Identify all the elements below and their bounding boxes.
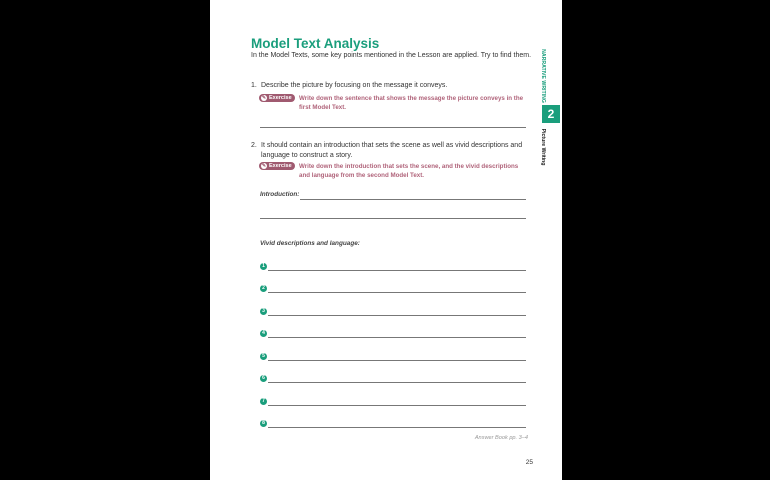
- number-badge: 5: [260, 353, 267, 360]
- section-title: Model Text Analysis: [251, 36, 380, 51]
- exercise-badge: ✎ Exercise: [259, 162, 295, 170]
- workbook-page: [210, 0, 562, 480]
- question-text: Describe the picture by focusing on the message it conveys.: [261, 82, 448, 89]
- page-number: 25: [525, 459, 533, 466]
- number-badge: 2: [260, 285, 267, 292]
- number-badge: 4: [260, 330, 267, 337]
- exercise-text: Write down the introduction that sets the scene, and the vivid descriptions and language from the second Model Text.: [299, 163, 519, 179]
- number-badge: 1: [260, 263, 267, 270]
- number-badge: 3: [260, 308, 267, 315]
- answer-line[interactable]: [260, 127, 526, 128]
- numbered-line[interactable]: [260, 307, 526, 316]
- question-text: It should contain an introduction that sets the scene as well as vivid descriptions and language to construct a story.: [261, 142, 523, 159]
- exercise-text: Write down the sentence that shows the message the picture conveys in the first Model Text.: [299, 95, 524, 111]
- number-badge: 6: [260, 375, 267, 382]
- numbered-line[interactable]: [260, 419, 526, 428]
- intro-text: In the Model Texts, some key points mentioned in the Lesson are applied. Try to find them.: [251, 52, 532, 59]
- numbered-line[interactable]: [260, 352, 526, 361]
- answer-book-reference: Answer Book pp. 3–4: [474, 435, 528, 441]
- numbered-line[interactable]: [260, 397, 526, 406]
- vivid-label: Vivid descriptions and language:: [260, 240, 360, 247]
- numbered-line[interactable]: [260, 262, 526, 271]
- introduction-line[interactable]: [300, 199, 526, 200]
- introduction-label: Introduction:: [260, 191, 300, 198]
- pencil-icon: ✎: [261, 163, 267, 169]
- number-badge: 8: [260, 420, 267, 427]
- introduction-line[interactable]: [260, 218, 526, 219]
- question-number: 2.: [251, 142, 257, 149]
- numbered-line[interactable]: [260, 374, 526, 383]
- chapter-badge: 2: [542, 105, 560, 123]
- pencil-icon: ✎: [261, 95, 267, 101]
- exercise-badge: ✎ Exercise: [259, 94, 295, 102]
- side-category: NARRATIVE WRITING: [540, 49, 546, 103]
- numbered-line[interactable]: [260, 284, 526, 293]
- number-badge: 7: [260, 398, 267, 405]
- question-number: 1.: [251, 82, 257, 89]
- numbered-line[interactable]: [260, 329, 526, 338]
- side-topic: Picture Writing: [540, 128, 546, 166]
